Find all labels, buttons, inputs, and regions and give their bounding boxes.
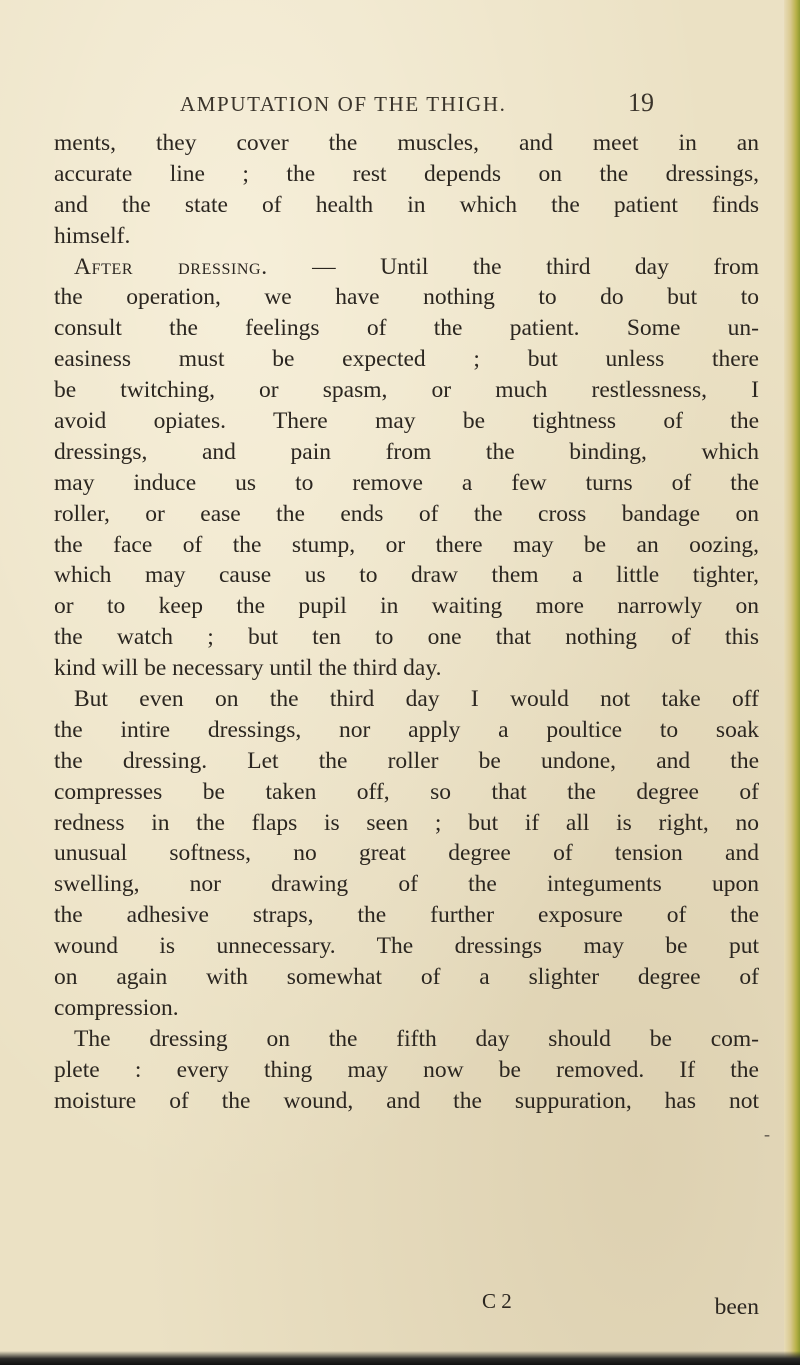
text-line [54,252,759,283]
signature-mark: C 2 [482,1289,512,1313]
text-line: The dressing on the fifth day should be com- [74,1025,759,1052]
text-line: dressings, and pain from the binding, which [54,438,759,465]
text-line: compression. [54,994,179,1021]
text-line: avoid opiates. There may be tightness of the [54,408,759,435]
text-line: the intire dressings, nor apply a poultice to soak [54,716,759,743]
page-edge-bottom [0,1351,800,1365]
text-line: the operation, we have nothing to do but to [54,284,759,311]
text-line: be twitching, or spasm, or much restlessness, I [54,377,759,404]
page-edge-right [784,0,800,1365]
text-line: the adhesive straps, the further exposure of the [54,902,759,929]
text-line: himself. [54,222,131,249]
text-fragment: — Until the third day from [312,253,759,280]
page-number: 19 [628,88,654,117]
text-line: or to keep the pupil in waiting more narrowly on [54,593,759,620]
text-line: redness in the flaps is seen ; but if all is right, no [54,809,759,836]
text-line: may induce us to remove a few turns of the [54,469,759,496]
text-line: accurate line ; the rest depends on the dressings, [54,160,759,187]
running-head: AMPUTATION OF THE THIGH. [180,92,507,116]
page-header [180,88,660,122]
text-line: the face of the stump, or there may be an oozing, [54,531,759,558]
text-line: But even on the third day I would not take off [74,686,759,713]
paragraph-1 [54,128,759,252]
text-line: compresses be taken off, so that the degree of [54,778,759,805]
text-line: kind will be necessary until the third day. [54,655,442,682]
text-line: easiness must be expected ; but unless there [54,346,759,373]
margin-mark: - [764,1124,770,1144]
text-line: the dressing. Let the roller be undone, and the [54,747,759,774]
page-footer [54,1289,759,1319]
text-line: which may cause us to draw them a little tighter, [54,562,759,589]
text-line: wound is unnecessary. The dressings may be put [54,933,759,960]
section-heading: After dressing. [74,253,268,280]
text-line: and the state of health in which the patient finds [54,191,759,218]
text-line: moisture of the wound, and the suppuration, has not [54,1087,759,1114]
body-text [54,128,759,1117]
paragraph-2 [54,252,759,684]
paragraph-4 [54,1024,759,1117]
text-line: the watch ; but ten to one that nothing of this [54,624,759,651]
paragraph-3 [54,684,759,1024]
text-line: consult the feelings of the patient. Some un- [54,315,759,342]
catchword: been [714,1294,759,1320]
text-line: ments, they cover the muscles, and meet in an [54,130,759,156]
text-line: swelling, nor drawing of the integuments upon [54,871,759,898]
text-line: unusual softness, no great degree of tension and [54,840,759,867]
text-line: on again with somewhat of a slighter degree of [54,964,759,991]
text-line: plete : every thing may now be removed. If the [54,1056,759,1083]
text-line: roller, or ease the ends of the cross bandage on [54,500,759,527]
